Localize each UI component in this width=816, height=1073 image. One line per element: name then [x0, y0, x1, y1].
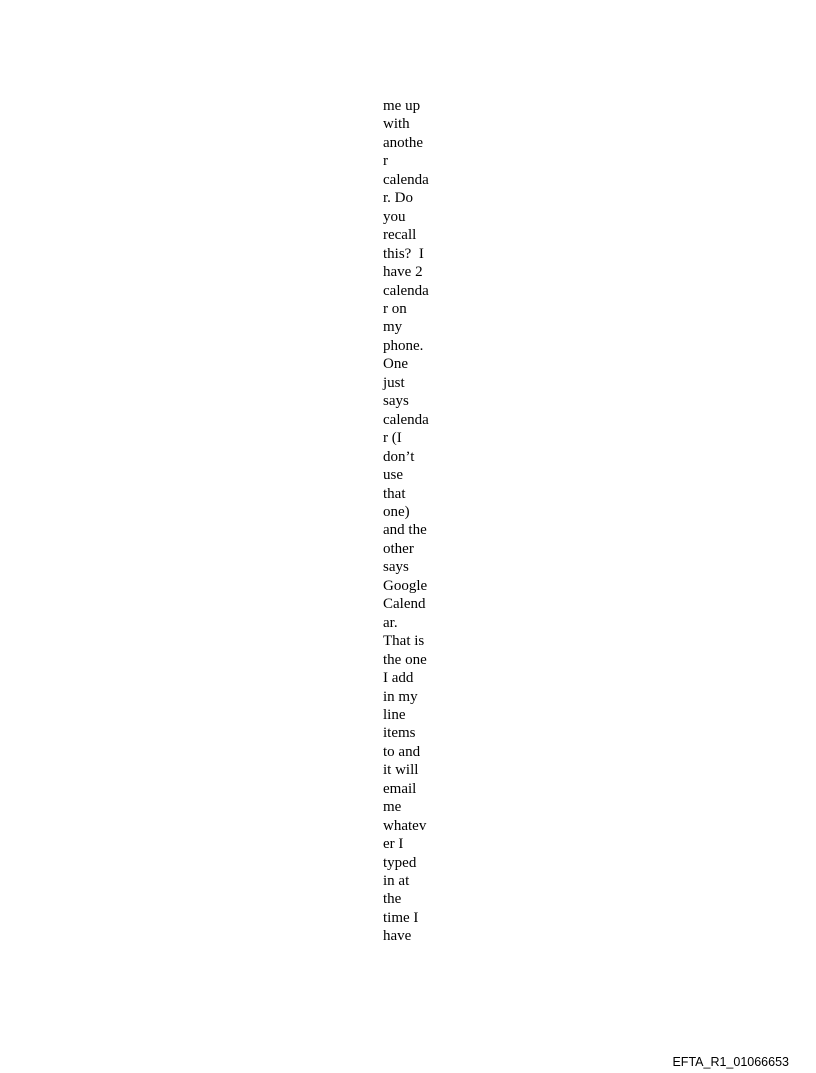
text-line: have: [383, 928, 412, 945]
text-line: I add: [383, 670, 414, 687]
text-line: items: [383, 725, 416, 742]
text-line: calenda: [383, 282, 429, 299]
text-line: this? I: [383, 245, 424, 262]
text-line: to and: [383, 743, 421, 760]
text-line: one): [383, 503, 410, 520]
text-line: phone.: [383, 337, 424, 354]
text-line: Google: [383, 577, 428, 594]
text-line: it will: [383, 762, 419, 779]
text-line: r. Do: [383, 190, 413, 207]
text-line: says: [383, 559, 409, 576]
text-line: Calend: [383, 596, 426, 613]
text-line: recall: [383, 227, 417, 244]
text-line: don’t: [383, 448, 415, 465]
text-line: typed: [383, 854, 417, 871]
bates-number: EFTA_R1_01066653: [672, 1055, 789, 1069]
text-line: er I: [383, 836, 404, 853]
text-line: the: [383, 891, 402, 908]
text-line: line: [383, 706, 406, 723]
text-line: my: [383, 319, 403, 336]
text-line: in my: [383, 688, 418, 705]
text-line: that: [383, 485, 406, 502]
text-line: me up: [383, 98, 421, 114]
text-line: says: [383, 393, 409, 410]
text-line: r (I: [383, 430, 402, 447]
text-line: whatev: [383, 817, 427, 834]
text-line: other: [383, 540, 414, 557]
message-text-column: [383, 97, 443, 946]
text-line: r: [383, 153, 388, 170]
text-line: in at: [383, 873, 410, 890]
text-line: have 2: [383, 264, 423, 281]
text-line: time I: [383, 909, 419, 926]
text-line: just: [383, 374, 405, 391]
text-line: One: [383, 356, 408, 373]
text-line: calenda: [383, 171, 429, 188]
text-line: me: [383, 799, 402, 816]
text-line: anothe: [383, 134, 423, 151]
text-line: with: [383, 116, 410, 133]
text-line: r on: [383, 300, 407, 317]
text-line: you: [383, 208, 406, 225]
text-line: ar.: [383, 614, 398, 631]
text-line: use: [383, 467, 403, 484]
text-line: That is: [383, 633, 425, 650]
text-line: the one: [383, 651, 427, 668]
text-line: email: [383, 780, 417, 797]
text-line: and the: [383, 522, 427, 539]
text-line: calenda: [383, 411, 429, 428]
